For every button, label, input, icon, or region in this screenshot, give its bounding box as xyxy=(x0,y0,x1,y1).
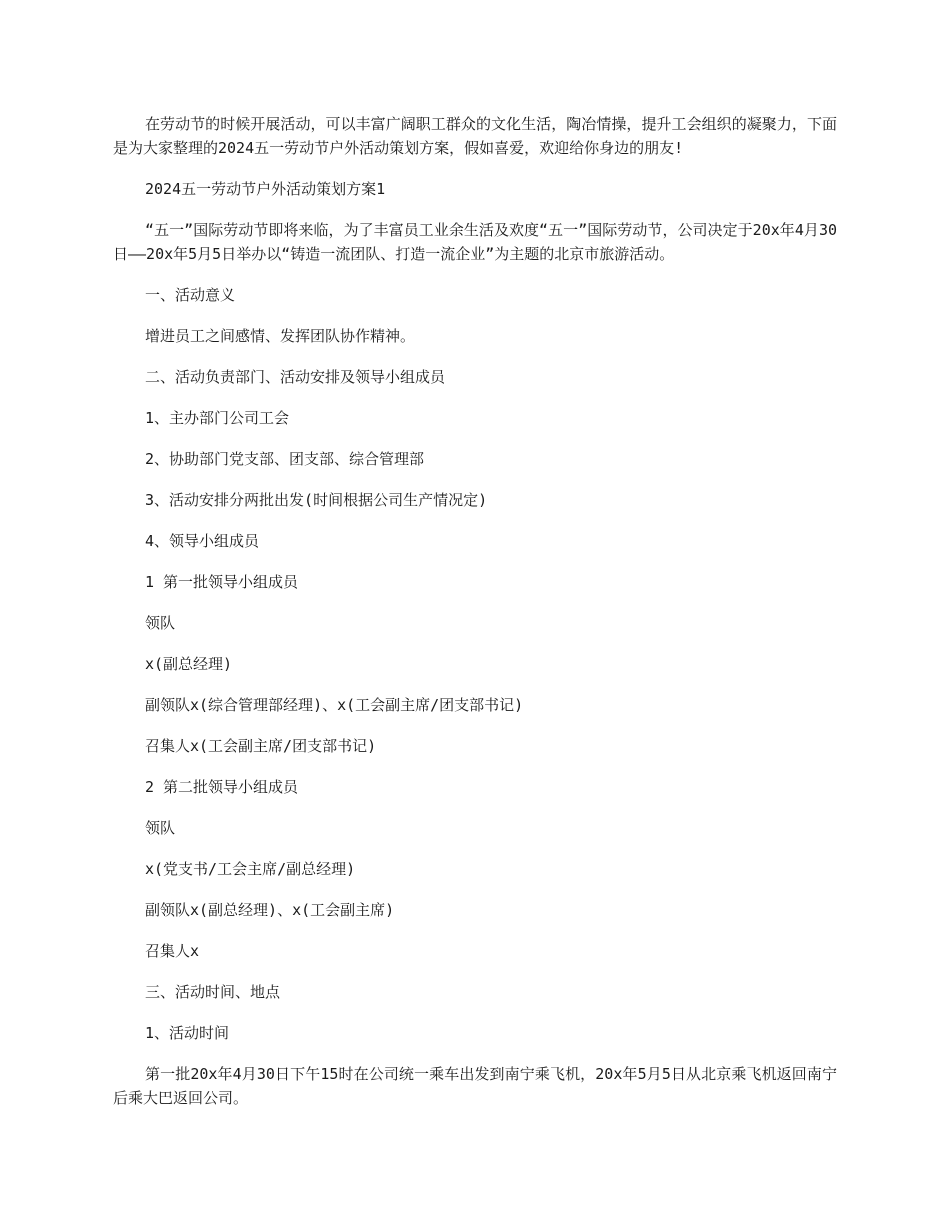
significance-text: 增进员工之间感情、发挥团队协作精神。 xyxy=(145,327,416,345)
list-item-organizer: 1、主办部门公司工会 xyxy=(145,409,290,427)
list-item-arrangement: 3、活动安排分两批出发(时间根据公司生产情况定) xyxy=(145,491,488,509)
first-batch-leader-label: 领队 xyxy=(145,614,176,632)
second-batch-leader-label: 领队 xyxy=(145,819,176,837)
second-batch-leader: x(党支书/工会主席/副总经理) xyxy=(145,860,356,878)
first-batch-heading: 1 第一批领导小组成员 xyxy=(145,573,299,591)
section-heading-significance: 一、活动意义 xyxy=(145,286,236,304)
section-heading-time-place: 三、活动时间、地点 xyxy=(145,983,281,1001)
plan-intro-paragraph: “五一”国际劳动节即将来临，为了丰富员工业余生活及欢度“五一”国际劳动节，公司决定于20x年4月30日——20x年5月5日举办以“铸造一流团队、打造一流企业”为主题的北京市旅游活动。 xyxy=(113,221,837,263)
intro-paragraph: 在劳动节的时候开展活动，可以丰富广阔职工群众的文化生活，陶冶情操，提升工会组织的凝聚力，下面是为大家整理的2024五一劳动节户外活动策划方案，假如喜爱，欢迎给你身边的朋友! xyxy=(113,115,837,157)
list-item-leadership: 4、领导小组成员 xyxy=(145,532,260,550)
list-item-assisting-departments: 2、协助部门党支部、团支部、综合管理部 xyxy=(145,450,425,468)
list-item-activity-time: 1、活动时间 xyxy=(145,1024,230,1042)
first-batch-leader: x(副总经理) xyxy=(145,655,233,673)
second-batch-heading: 2 第二批领导小组成员 xyxy=(145,778,299,796)
section-heading-departments: 二、活动负责部门、活动安排及领导小组成员 xyxy=(145,368,446,386)
document-body xyxy=(113,112,837,1110)
first-batch-convener: 召集人x(工会副主席/团支部书记) xyxy=(145,737,377,755)
plan-title: 2024五一劳动节户外活动策划方案1 xyxy=(145,180,386,198)
first-batch-schedule: 第一批20x年4月30日下午15时在公司统一乘车出发到南宁乘飞机，20x年5月5日从北京乘飞机返回南宁后乘大巴返回公司。 xyxy=(113,1065,837,1107)
second-batch-deputy-leaders: 副领队x(副总经理)、x(工会副主席) xyxy=(145,901,395,919)
first-batch-deputy-leaders: 副领队x(综合管理部经理)、x(工会副主席/团支部书记) xyxy=(145,696,524,714)
second-batch-convener: 召集人x xyxy=(145,942,200,960)
